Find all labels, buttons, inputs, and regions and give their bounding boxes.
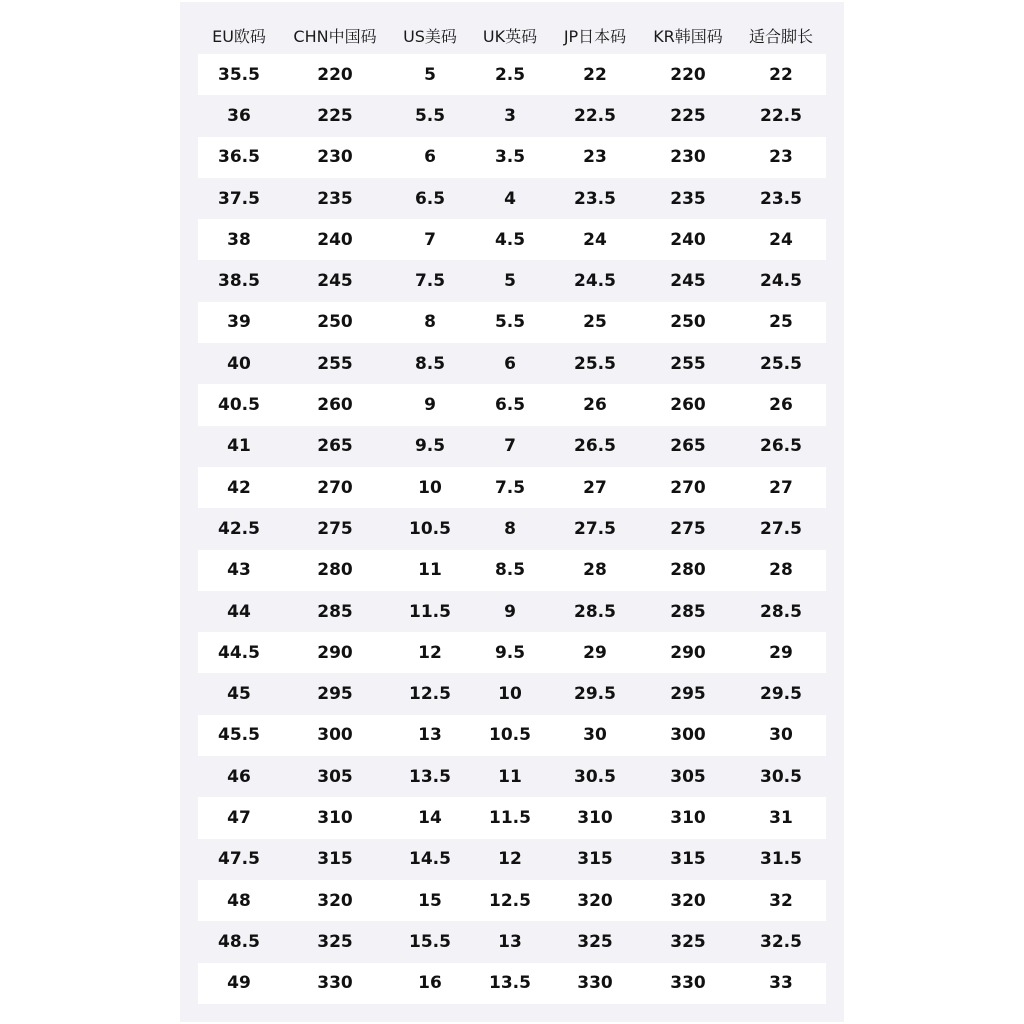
cell-foot-length: 30.5 xyxy=(760,766,802,787)
cell-kr: 325 xyxy=(670,931,706,952)
header-kr: KR韩国码 xyxy=(653,26,723,46)
cell-uk: 8.5 xyxy=(494,560,526,581)
cell-jp: 23.5 xyxy=(574,188,616,209)
cell-jp: 26.5 xyxy=(574,436,616,457)
cell-uk: 6 xyxy=(504,353,516,374)
cell-uk: 5.5 xyxy=(494,312,526,333)
cell-uk: 11 xyxy=(498,766,522,787)
cell-jp: 330 xyxy=(577,973,613,994)
cell-us: 13.5 xyxy=(409,766,451,787)
cell-us: 5.5 xyxy=(414,105,446,126)
cell-chn: 255 xyxy=(317,353,353,374)
cell-uk: 7.5 xyxy=(494,477,526,498)
cell-chn: 310 xyxy=(317,807,353,828)
cell-us: 5 xyxy=(424,64,436,85)
cell-uk: 10.5 xyxy=(489,725,531,746)
cell-eu: 40 xyxy=(227,353,251,374)
table-row xyxy=(198,839,826,880)
cell-foot-length: 27.5 xyxy=(760,518,802,539)
cell-uk: 9.5 xyxy=(494,642,526,663)
cell-eu: 49 xyxy=(227,973,251,994)
cell-foot-length: 29.5 xyxy=(760,684,802,705)
cell-eu: 40.5 xyxy=(218,395,260,416)
cell-jp: 27.5 xyxy=(574,518,616,539)
cell-us: 10 xyxy=(418,477,442,498)
cell-eu: 42 xyxy=(227,477,251,498)
cell-eu: 47 xyxy=(227,807,251,828)
size-chart-panel xyxy=(180,2,844,1022)
cell-us: 12.5 xyxy=(409,684,451,705)
cell-us: 10.5 xyxy=(409,518,451,539)
cell-chn: 315 xyxy=(317,849,353,870)
header-us: US美码 xyxy=(403,26,457,46)
cell-kr: 330 xyxy=(670,973,706,994)
table-row xyxy=(198,384,826,425)
cell-jp: 310 xyxy=(577,807,613,828)
cell-us: 11 xyxy=(418,560,442,581)
cell-chn: 320 xyxy=(317,890,353,911)
cell-eu: 44 xyxy=(227,601,251,622)
cell-kr: 235 xyxy=(670,188,706,209)
table-row xyxy=(198,137,826,178)
table-row xyxy=(198,54,826,95)
cell-chn: 295 xyxy=(317,684,353,705)
table-row xyxy=(198,797,826,838)
cell-foot-length: 28 xyxy=(769,560,793,581)
cell-chn: 220 xyxy=(317,64,353,85)
cell-kr: 290 xyxy=(670,642,706,663)
cell-kr: 275 xyxy=(670,518,706,539)
table-row xyxy=(198,178,826,219)
cell-uk: 6.5 xyxy=(494,395,526,416)
cell-us: 9.5 xyxy=(414,436,446,457)
cell-kr: 315 xyxy=(670,849,706,870)
cell-jp: 26 xyxy=(583,395,607,416)
cell-jp: 320 xyxy=(577,890,613,911)
table-row xyxy=(198,426,826,467)
cell-chn: 250 xyxy=(317,312,353,333)
table-row xyxy=(198,591,826,632)
cell-us: 11.5 xyxy=(409,601,451,622)
header-foot-length: 适合脚长 xyxy=(748,26,813,46)
cell-chn: 265 xyxy=(317,436,353,457)
cell-jp: 30.5 xyxy=(574,766,616,787)
cell-chn: 230 xyxy=(317,147,353,168)
cell-us: 6.5 xyxy=(414,188,446,209)
table-row xyxy=(198,550,826,591)
cell-kr: 260 xyxy=(670,395,706,416)
cell-jp: 25 xyxy=(583,312,607,333)
table-row xyxy=(198,260,826,301)
table-body xyxy=(198,54,826,1004)
table-row xyxy=(198,756,826,797)
cell-us: 15.5 xyxy=(409,931,451,952)
cell-kr: 265 xyxy=(670,436,706,457)
cell-kr: 285 xyxy=(670,601,706,622)
cell-jp: 24 xyxy=(583,229,607,250)
cell-uk: 13 xyxy=(498,931,522,952)
cell-foot-length: 31.5 xyxy=(760,849,802,870)
cell-kr: 295 xyxy=(670,684,706,705)
cell-kr: 280 xyxy=(670,560,706,581)
cell-kr: 305 xyxy=(670,766,706,787)
cell-us: 15 xyxy=(418,890,442,911)
cell-foot-length: 24.5 xyxy=(760,271,802,292)
cell-us: 6 xyxy=(424,147,436,168)
cell-chn: 240 xyxy=(317,229,353,250)
table-row xyxy=(198,95,826,136)
cell-uk: 4.5 xyxy=(494,229,526,250)
cell-uk: 9 xyxy=(504,601,516,622)
cell-foot-length: 22.5 xyxy=(760,105,802,126)
cell-kr: 300 xyxy=(670,725,706,746)
cell-eu: 42.5 xyxy=(218,518,260,539)
table-row xyxy=(198,673,826,714)
cell-jp: 30 xyxy=(583,725,607,746)
cell-chn: 270 xyxy=(317,477,353,498)
cell-foot-length: 22 xyxy=(769,64,793,85)
cell-chn: 300 xyxy=(317,725,353,746)
cell-kr: 250 xyxy=(670,312,706,333)
cell-uk: 10 xyxy=(498,684,522,705)
cell-uk: 11.5 xyxy=(489,807,531,828)
cell-foot-length: 33 xyxy=(769,973,793,994)
cell-jp: 27 xyxy=(583,477,607,498)
cell-foot-length: 26 xyxy=(769,395,793,416)
table-row xyxy=(198,715,826,756)
cell-uk: 13.5 xyxy=(489,973,531,994)
cell-foot-length: 31 xyxy=(769,807,793,828)
cell-foot-length: 28.5 xyxy=(760,601,802,622)
cell-us: 16 xyxy=(418,973,442,994)
cell-chn: 235 xyxy=(317,188,353,209)
table-row xyxy=(198,880,826,921)
cell-eu: 48 xyxy=(227,890,251,911)
cell-kr: 310 xyxy=(670,807,706,828)
cell-us: 13 xyxy=(418,725,442,746)
cell-eu: 41 xyxy=(227,436,251,457)
cell-foot-length: 29 xyxy=(769,642,793,663)
cell-uk: 2.5 xyxy=(494,64,526,85)
cell-eu: 44.5 xyxy=(218,642,260,663)
cell-eu: 48.5 xyxy=(218,931,260,952)
cell-uk: 7 xyxy=(504,436,516,457)
cell-jp: 23 xyxy=(583,147,607,168)
cell-foot-length: 25.5 xyxy=(760,353,802,374)
table-row xyxy=(198,921,826,962)
cell-eu: 38.5 xyxy=(218,271,260,292)
cell-us: 14 xyxy=(418,807,442,828)
cell-chn: 260 xyxy=(317,395,353,416)
cell-kr: 240 xyxy=(670,229,706,250)
cell-chn: 275 xyxy=(317,518,353,539)
cell-us: 7.5 xyxy=(414,271,446,292)
cell-jp: 325 xyxy=(577,931,613,952)
cell-uk: 5 xyxy=(504,271,516,292)
table-header xyxy=(198,20,826,50)
cell-us: 7 xyxy=(424,229,436,250)
cell-jp: 28 xyxy=(583,560,607,581)
table-row xyxy=(198,467,826,508)
cell-eu: 47.5 xyxy=(218,849,260,870)
cell-us: 14.5 xyxy=(409,849,451,870)
cell-foot-length: 32 xyxy=(769,890,793,911)
cell-kr: 220 xyxy=(670,64,706,85)
cell-foot-length: 24 xyxy=(769,229,793,250)
table-row xyxy=(198,343,826,384)
cell-foot-length: 23 xyxy=(769,147,793,168)
cell-uk: 12 xyxy=(498,849,522,870)
cell-kr: 225 xyxy=(670,105,706,126)
cell-jp: 22.5 xyxy=(574,105,616,126)
cell-chn: 225 xyxy=(317,105,353,126)
cell-kr: 245 xyxy=(670,271,706,292)
header-chn: CHN中国码 xyxy=(293,26,377,46)
cell-jp: 29.5 xyxy=(574,684,616,705)
table-row xyxy=(198,219,826,260)
cell-eu: 36 xyxy=(227,105,251,126)
cell-eu: 45 xyxy=(227,684,251,705)
cell-foot-length: 26.5 xyxy=(760,436,802,457)
header-uk: UK英码 xyxy=(482,26,538,46)
table-row xyxy=(198,632,826,673)
cell-uk: 4 xyxy=(504,188,516,209)
cell-uk: 3.5 xyxy=(494,147,526,168)
cell-us: 8.5 xyxy=(414,353,446,374)
cell-eu: 39 xyxy=(227,312,251,333)
cell-jp: 24.5 xyxy=(574,271,616,292)
cell-uk: 3 xyxy=(504,105,516,126)
cell-chn: 290 xyxy=(317,642,353,663)
cell-uk: 12.5 xyxy=(489,890,531,911)
cell-us: 8 xyxy=(424,312,436,333)
cell-us: 12 xyxy=(418,642,442,663)
cell-uk: 8 xyxy=(504,518,516,539)
cell-eu: 37.5 xyxy=(218,188,260,209)
cell-jp: 315 xyxy=(577,849,613,870)
cell-chn: 325 xyxy=(317,931,353,952)
table-row xyxy=(198,963,826,1004)
cell-eu: 38 xyxy=(227,229,251,250)
cell-foot-length: 25 xyxy=(769,312,793,333)
cell-eu: 43 xyxy=(227,560,251,581)
cell-foot-length: 27 xyxy=(769,477,793,498)
cell-eu: 46 xyxy=(227,766,251,787)
cell-eu: 36.5 xyxy=(218,147,260,168)
cell-foot-length: 23.5 xyxy=(760,188,802,209)
cell-kr: 270 xyxy=(670,477,706,498)
cell-jp: 29 xyxy=(583,642,607,663)
cell-kr: 230 xyxy=(670,147,706,168)
cell-eu: 45.5 xyxy=(218,725,260,746)
cell-eu: 35.5 xyxy=(218,64,260,85)
table-row xyxy=(198,508,826,549)
cell-foot-length: 30 xyxy=(769,725,793,746)
cell-chn: 305 xyxy=(317,766,353,787)
cell-us: 9 xyxy=(424,395,436,416)
cell-chn: 280 xyxy=(317,560,353,581)
cell-chn: 330 xyxy=(317,973,353,994)
header-jp: JP日本码 xyxy=(563,26,627,46)
header-eu: EU欧码 xyxy=(212,26,266,46)
cell-chn: 245 xyxy=(317,271,353,292)
cell-kr: 255 xyxy=(670,353,706,374)
cell-jp: 25.5 xyxy=(574,353,616,374)
cell-kr: 320 xyxy=(670,890,706,911)
table-row xyxy=(198,302,826,343)
cell-jp: 28.5 xyxy=(574,601,616,622)
cell-jp: 22 xyxy=(583,64,607,85)
cell-chn: 285 xyxy=(317,601,353,622)
cell-foot-length: 32.5 xyxy=(760,931,802,952)
